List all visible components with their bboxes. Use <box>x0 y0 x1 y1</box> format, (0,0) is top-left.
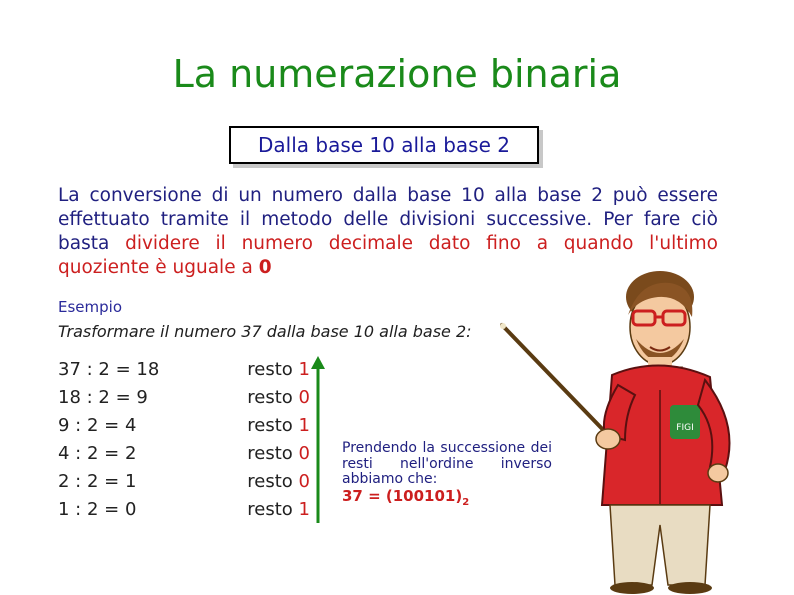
division-list <box>58 356 159 524</box>
division-row: 4 : 2 = 2 <box>58 443 137 464</box>
rest-digit: 0 <box>298 387 310 408</box>
rest-row <box>230 496 320 524</box>
paragraph-plain: La conversione di un numero dalla base 10 alla base 2 può essere effettuato tramite il metodo delle divisioni successive. Per fare ciò basta <box>58 185 718 254</box>
rest-label: resto <box>247 499 293 520</box>
division-row: 1 : 2 = 0 <box>58 499 137 520</box>
badge-text: FIGI <box>676 423 694 433</box>
rest-digit: 0 <box>298 443 310 464</box>
result-value: 37 = (100101) <box>342 486 463 505</box>
division-row: 37 : 2 = 18 <box>58 359 160 380</box>
rest-list <box>230 356 320 524</box>
rest-digit: 1 <box>298 359 310 380</box>
rest-label: resto <box>247 359 293 380</box>
rest-digit: 1 <box>298 499 310 520</box>
division-row: 18 : 2 = 9 <box>58 387 148 408</box>
rest-label: resto <box>247 471 293 492</box>
rest-row <box>230 412 320 440</box>
subtitle-box <box>229 126 539 164</box>
trousers-shape <box>610 505 710 585</box>
rest-row <box>230 440 320 468</box>
hand-shape <box>596 429 620 449</box>
conclusion-text: Prendendo la successione dei resti nell'ordine inverso abbiamo che: <box>342 440 552 487</box>
subtitle-text: Dalla base 10 alla base 2 <box>258 133 510 157</box>
up-arrow-icon <box>310 355 326 525</box>
division-row: 2 : 2 = 1 <box>58 471 137 492</box>
rest-digit: 1 <box>298 415 310 436</box>
rest-row <box>230 384 320 412</box>
rest-row <box>230 356 320 384</box>
example-label: Esempio <box>58 298 122 316</box>
result-base: 2 <box>462 496 470 508</box>
division-row: 9 : 2 = 4 <box>58 415 137 436</box>
rest-label: resto <box>247 415 293 436</box>
rest-label: resto <box>247 387 293 408</box>
pointer-stick <box>502 325 610 437</box>
paragraph-highlight: dividere il numero decimale dato fino a quando l'ultimo quoziente è uguale a <box>58 233 718 278</box>
badge-icon <box>670 405 700 439</box>
rest-label: resto <box>247 443 293 464</box>
paragraph-zero: 0 <box>258 257 272 278</box>
rest-digit: 0 <box>298 471 310 492</box>
page-title: La numerazione binaria <box>172 52 622 96</box>
rest-row <box>230 468 320 496</box>
example-text: Trasformare il numero 37 dalla base 10 alla base 2: <box>58 322 472 341</box>
teacher-illustration <box>500 255 794 595</box>
